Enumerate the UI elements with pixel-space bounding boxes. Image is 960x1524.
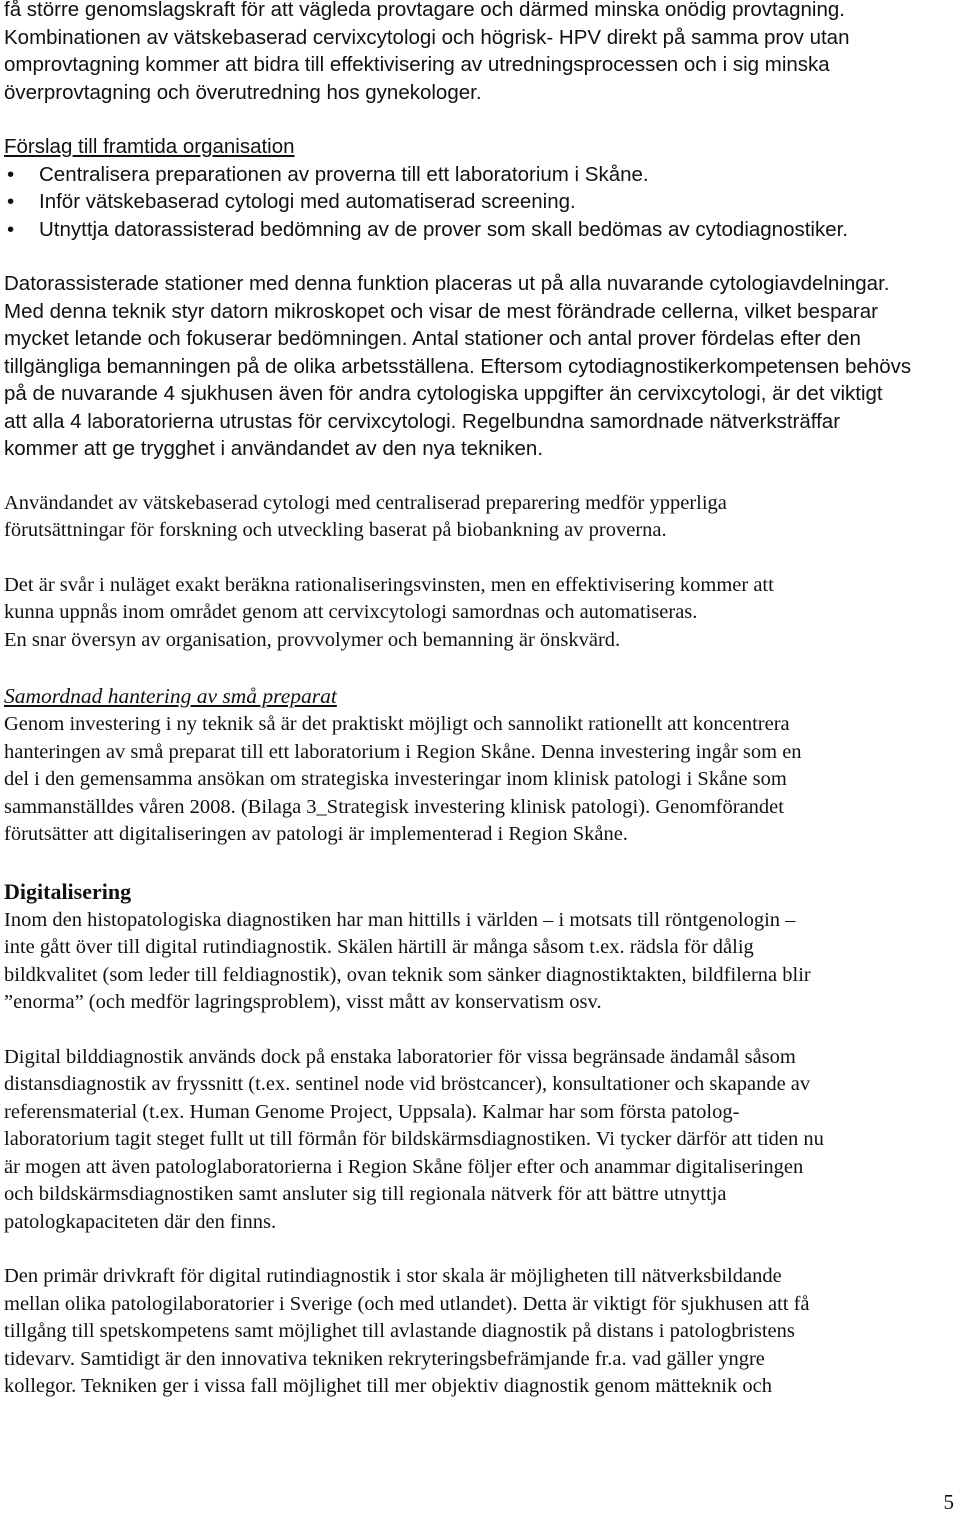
digitalization-section bbox=[4, 877, 956, 1401]
paragraph-line: Med denna teknik styr datorn mikroskopet och visar de mest förändrade cellerna, vilket besparar bbox=[4, 299, 878, 323]
paragraph-line: kunna uppnås inom området genom att cervixcytologi samordnas och automatiseras. bbox=[4, 601, 698, 623]
intro-line: omprovtagning kommer att bidra till effektivisering av utredningsprocessen och i sig minska bbox=[4, 53, 830, 76]
proposal-heading: Förslag till framtida organisation bbox=[4, 135, 295, 158]
paragraph-line: tidevarv. Samtidigt är den innovativa tekniken rekryteringsbefrämjande fr.a. vad gäller yngre bbox=[4, 1347, 765, 1370]
paragraph-line: patologkapaciteten där den finns. bbox=[4, 1210, 277, 1233]
paragraph-line: Inom den histopatologiska diagnostiken har man hittills i världen – i motsats till röntgenologin – bbox=[4, 908, 796, 931]
list-item-text: Centralisera preparationen av proverna till ett laboratorium i Skåne. bbox=[39, 162, 649, 186]
paragraph-line: Det är svår i nuläget exakt beräkna rationaliseringsvinsten, men en effektivisering kommer att bbox=[4, 573, 774, 596]
small-samples-heading: Samordnad hantering av små preparat bbox=[4, 684, 337, 708]
page-number: 5 bbox=[943, 1490, 954, 1514]
rationalization-paragraph bbox=[4, 572, 956, 655]
paragraph-line: Användandet av vätskebaserad cytologi med centraliserad preparering medför ypperliga bbox=[4, 491, 727, 514]
paragraph-line: på de nuvarande 4 sjukhusen även för andra cytologiska uppgifter än cervixcytologi, är det viktigt bbox=[4, 382, 883, 405]
paragraph-line: En snar översyn av organisation, provvolymer och bemanning är önskvärd. bbox=[4, 628, 621, 651]
paragraph-line: ”enorma” (och medför lagringsproblem), visst mått av konservatism osv. bbox=[4, 991, 602, 1013]
stations-paragraph bbox=[4, 270, 956, 463]
paragraph-line: referensmaterial (t.ex. Human Genome Project, Uppsala). Kalmar har som första patolog- bbox=[4, 1100, 740, 1123]
digitalization-paragraph-2 bbox=[4, 1044, 956, 1237]
list-item-text: Utnyttja datorassisterad bedömning av de prover som skall bedömas av cytodiagnostiker. bbox=[39, 217, 849, 241]
intro-line: överprovtagning och överutredning hos gynekologer. bbox=[4, 80, 482, 104]
paragraph-line: del i den gemensamma ansökan om strategiska investeringar inom klinisk patologi i Skåne som bbox=[4, 768, 787, 790]
bullet-icon: • bbox=[7, 162, 15, 186]
paragraph-line: att alla 4 laboratorierna utrustas för cervixcytologi. Regelbundna samordnade nätverksträffar bbox=[4, 409, 841, 433]
digitalization-paragraph-1 bbox=[4, 907, 956, 1017]
paragraph-line: bildkvalitet (som leder till feldiagnostik), ovan teknik som sänker diagnostiktakten, bildfilerna blir bbox=[4, 963, 811, 986]
paragraph-line: mycket letande och fokuserar bedömningen. Antal stationer och antal prover fördelas efter den bbox=[4, 327, 861, 350]
paragraph-line: kollegor. Tekniken ger i vissa fall möjlighet till mer objektiv diagnostik genom mätteknik och bbox=[4, 1375, 772, 1397]
paragraph-line: hanteringen av små preparat till ett laboratorium i Region Skåne. Denna investering ingår som en bbox=[4, 740, 802, 763]
list-item bbox=[4, 188, 956, 216]
intro-line: Kombinationen av vätskebaserad cervixcytologi och högrisk- HPV direkt på samma prov utan bbox=[4, 25, 850, 49]
intro-paragraph bbox=[4, 0, 956, 106]
proposal-section bbox=[4, 133, 956, 243]
bullet-icon: • bbox=[7, 190, 15, 213]
paragraph-line: är mogen att även patologlaboratorierna i Region Skåne följer efter och anammar digitaliseringen bbox=[4, 1155, 804, 1178]
paragraph-line: tillgång till spetskompetens samt möjlighet till avlastande diagnostik på distans i patologbristens bbox=[4, 1320, 795, 1342]
paragraph-line: tillgängliga bemanningen på de olika arbetsställena. Eftersom cytodiagnostikerkompetensen behövs bbox=[4, 354, 912, 378]
bullet-icon: • bbox=[7, 217, 15, 241]
paragraph-line: förutsättningar för forskning och utveckling baserat på biobankning av proverna. bbox=[4, 519, 667, 541]
research-paragraph bbox=[4, 490, 956, 545]
proposal-list bbox=[4, 161, 956, 244]
paragraph-line: Digital bilddiagnostik används dock på enstaka laboratorier för vissa begränsade ändamål såsom bbox=[4, 1045, 796, 1068]
paragraph-line: Datorassisterade stationer med denna funktion placeras ut på alla nuvarande cytologiavdelningar. bbox=[4, 272, 890, 295]
list-item bbox=[4, 161, 956, 189]
paragraph-line: Den primär drivkraft för digital rutindiagnostik i stor skala är möjligheten till nätverksbildande bbox=[4, 1265, 782, 1287]
paragraph-line: kommer att ge trygghet i användandet av den nya tekniken. bbox=[4, 437, 544, 460]
list-item bbox=[4, 216, 956, 244]
paragraph-line: mellan olika patologilaboratorier i Sverige (och med utlandet). Detta är viktigt för sjukhusen att få bbox=[4, 1292, 810, 1315]
paragraph-line: sammanställdes våren 2008. (Bilaga 3_Strategisk investering klinisk patologi). Genomförandet bbox=[4, 795, 784, 818]
digitalization-paragraph-3 bbox=[4, 1263, 956, 1401]
paragraph-line: förutsätter att digitaliseringen av patologi är implementerad i Region Skåne. bbox=[4, 823, 628, 845]
intro-line: få större genomslagskraft för att vägleda provtagare och därmed minska onödig provtagning. bbox=[4, 0, 845, 21]
document-page bbox=[4, 0, 956, 1401]
digitalization-heading: Digitalisering bbox=[4, 878, 132, 904]
paragraph-line: distansdiagnostik av fryssnitt (t.ex. sentinel node vid bröstcancer), konsultationer och skapande av bbox=[4, 1073, 811, 1095]
paragraph-line: laboratorium tagit steget fullt ut till förmån för bildskärmsdiagnostiken. Vi tycker därför att tiden nu bbox=[4, 1128, 824, 1150]
paragraph-line: Genom investering i ny teknik så är det praktiskt möjligt och sannolikt rationellt att koncentrera bbox=[4, 713, 790, 735]
paragraph-line: och bildskärmsdiagnostiken samt ansluter sig till regionala nätverk för att bättre utnyttja bbox=[4, 1183, 727, 1205]
list-item-text: Inför vätskebaserad cytologi med automatiserad screening. bbox=[39, 190, 576, 213]
paragraph-line: inte gått över till digital rutindiagnostik. Skälen härtill är många såsom t.ex. rädsla för dålig bbox=[4, 936, 754, 958]
small-samples-section bbox=[4, 681, 956, 849]
